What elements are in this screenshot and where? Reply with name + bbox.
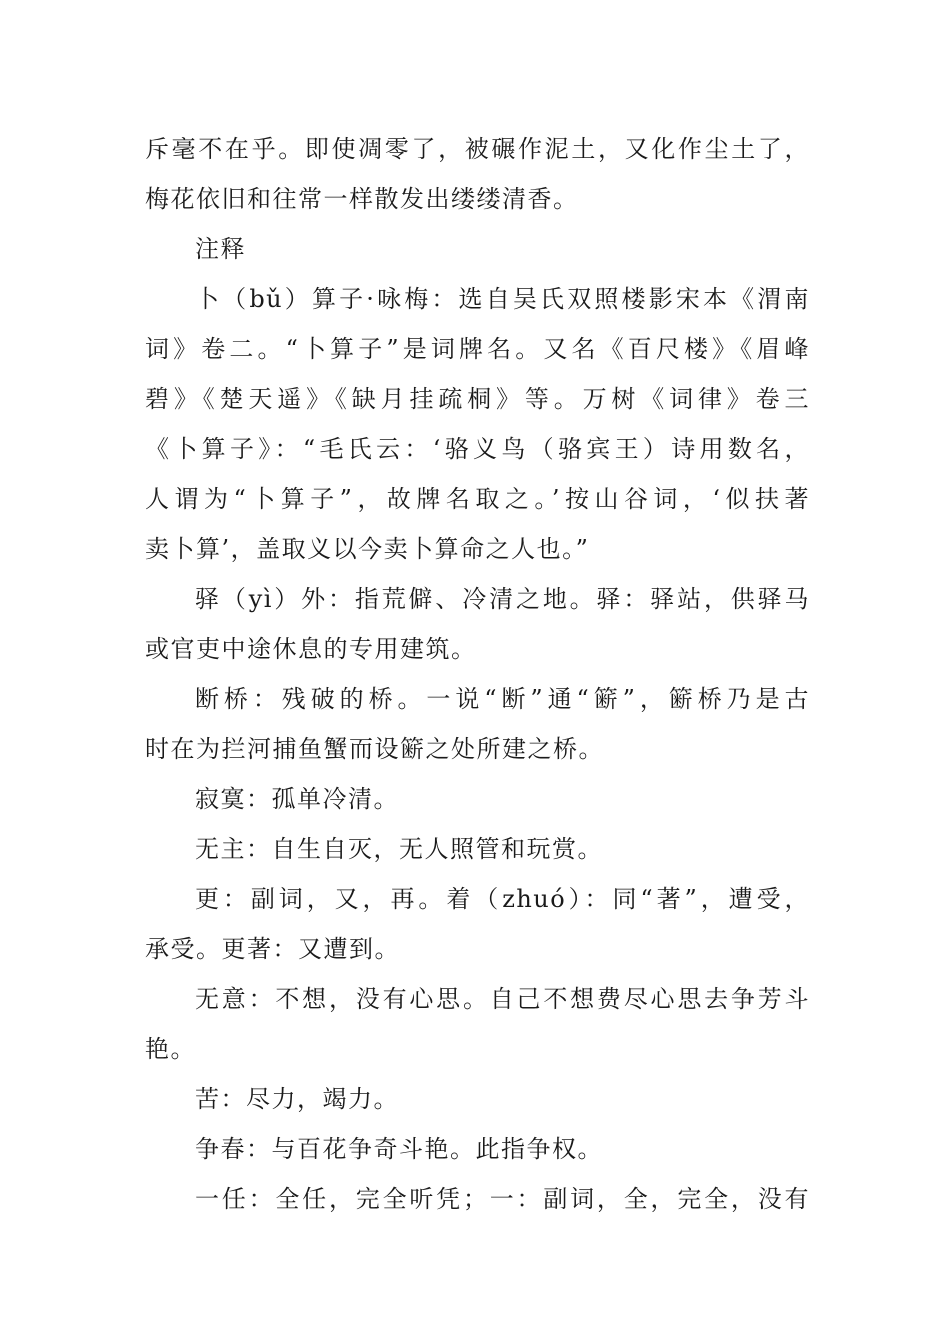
document-body bbox=[145, 124, 810, 1224]
text-line: 无意：不想，没有心思。自己不想费尽心思去争芳斗 bbox=[195, 985, 810, 1013]
text-line: 断桥：残破的桥。一说“断”通“簖”，簖桥乃是古 bbox=[195, 685, 810, 713]
text-line: 注释 bbox=[195, 235, 246, 263]
text-line: 词》卷二。“卜算子”是词牌名。又名《百尺楼》《眉峰 bbox=[145, 335, 810, 363]
text-line: 争春：与百花争奇斗艳。此指争权。 bbox=[195, 1135, 603, 1163]
text-line: 更：副词，又，再。着（zhuó）：同“著”，遭受， bbox=[195, 885, 810, 913]
text-line: 卖卜算’，盖取义以今卖卜算命之人也。” bbox=[145, 535, 590, 563]
text-line: 或官吏中途休息的专用建筑。 bbox=[145, 635, 477, 663]
text-line: 苦：尽力，竭力。 bbox=[195, 1085, 399, 1113]
text-line: 斥毫不在乎。即使凋零了，被碾作泥土，又化作尘土了， bbox=[145, 135, 810, 163]
text-line: 梅花依旧和往常一样散发出缕缕清香。 bbox=[145, 185, 579, 213]
text-line: 碧》《楚天遥》《缺月挂疏桐》等。万树《词律》卷三 bbox=[145, 385, 810, 413]
text-line: 一任：全任，完全听凭；一：副词，全，完全，没有 bbox=[195, 1185, 810, 1213]
text-line: 艳。 bbox=[145, 1035, 196, 1063]
text-line: 承受。更著：又遭到。 bbox=[145, 935, 400, 963]
text-line: 寂寞：孤单冷清。 bbox=[195, 785, 399, 813]
text-line: 时在为拦河捕鱼蟹而设簖之处所建之桥。 bbox=[145, 735, 604, 763]
text-line: 驿（yì）外：指荒僻、冷清之地。驿：驿站，供驿马 bbox=[195, 585, 810, 613]
text-line: 卜（bǔ）算子·咏梅：选自吴氏双照楼影宋本《渭南 bbox=[195, 285, 810, 313]
text-line: 《卜算子》：“毛氏云：‘骆义鸟（骆宾王）诗用数名， bbox=[145, 435, 810, 463]
text-line: 人谓为“卜算子”，故牌名取之。’按山谷词，‘似扶著 bbox=[145, 485, 810, 513]
text-line: 无主：自生自灭，无人照管和玩赏。 bbox=[195, 835, 603, 863]
